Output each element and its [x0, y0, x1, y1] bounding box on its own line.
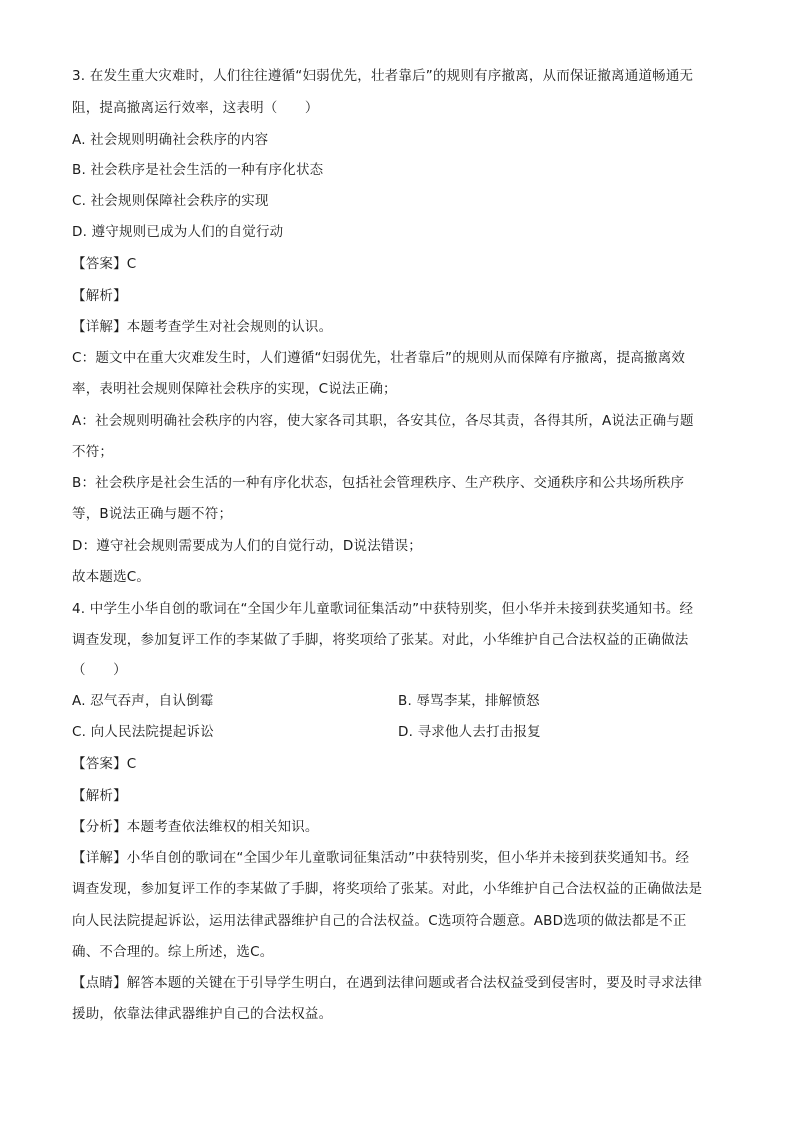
q4-detail-line-4: 确、不合理的。综上所述，选C。: [72, 944, 274, 960]
q3-conclusion: 故本题选C。: [72, 569, 151, 585]
q4-fenxi: 【分析】本题考查依法维权的相关知识。: [72, 819, 319, 835]
document-page: [72, 0, 728, 1123]
q4-dianjing-line-2: 援助，依靠法律武器维护自己的合法权益。: [72, 1006, 333, 1022]
q4-stem-line-1: 4. 中学生小华自创的歌词在“全国少年儿童歌词征集活动”中获特别奖，但小华并未接到获奖通知书。经: [72, 601, 694, 617]
q3-detail-line-8: D：遵守社会规则需要成为人们的自觉行动，D说法错误；: [72, 538, 422, 554]
q3-detail-line-7: 等，B说法正确与题不符；: [72, 506, 233, 522]
q3-option-b: B. 社会秩序是社会生活的一种有序化状态: [72, 162, 324, 178]
q3-option-d: D. 遵守规则已成为人们的自觉行动: [72, 224, 284, 240]
q3-analysis-heading: 【解析】: [72, 288, 127, 304]
q4-analysis-heading: 【解析】: [72, 788, 127, 804]
q3-stem-line-1: 3. 在发生重大灾难时，人们往往遵循“妇弱优先，壮者靠后”的规则有序撤离，从而保证撤离通道畅通无: [72, 68, 694, 84]
q4-option-c: C. 向人民法院提起诉讼: [72, 724, 214, 740]
q3-stem-line-2: 阻，提高撤离运行效率，这表明（ ）: [72, 100, 319, 116]
q3-option-c: C. 社会规则保障社会秩序的实现: [72, 193, 269, 209]
q4-dianjing-line-1: 【点睛】解答本题的关键在于引导学生明白，在遇到法律问题或者合法权益受到侵害时，要及时寻求法律: [72, 975, 703, 991]
q4-detail-line-2: 调查发现，参加复评工作的李某做了手脚，将奖项给了张某。对此，小华维护自己合法权益的正确做法是: [72, 881, 703, 897]
q4-stem-line-3: （ ）: [72, 662, 127, 678]
q3-detail-line-3: 率，表明社会规则保障社会秩序的实现，C说法正确；: [72, 381, 397, 397]
q4-stem-line-2: 调查发现，参加复评工作的李某做了手脚，将奖项给了张某。对此，小华维护自己合法权益的正确做法: [72, 632, 689, 648]
q3-detail-line-1: 【详解】本题考查学生对社会规则的认识。: [72, 319, 333, 335]
q4-option-d: D. 寻求他人去打击报复: [398, 724, 541, 740]
q3-detail-line-4: A：社会规则明确社会秩序的内容，使大家各司其职，各安其位，各尽其责，各得其所，A说法正确与题: [72, 413, 694, 429]
q4-answer: 【答案】C: [72, 756, 137, 772]
q3-detail-line-6: B：社会秩序是社会生活的一种有序化状态，包括社会管理秩序、生产秩序、交通秩序和公共场所秩序: [72, 475, 685, 491]
q4-detail-line-3: 向人民法院提起诉讼，运用法律武器维护自己的合法权益。C选项符合题意。ABD选项的做法都是不正: [72, 913, 687, 929]
q3-option-a: A. 社会规则明确社会秩序的内容: [72, 132, 269, 148]
q3-detail-line-2: C：题文中在重大灾难发生时，人们遵循“妇弱优先，壮者靠后”的规则从而保障有序撤离，提高撤离效: [72, 350, 686, 366]
q4-option-b: B. 辱骂李某，排解愤怒: [398, 693, 540, 709]
q3-answer: 【答案】C: [72, 256, 137, 272]
q3-detail-line-5: 不符；: [72, 444, 114, 460]
q4-option-a: A. 忍气吞声，自认倒霉: [72, 693, 214, 709]
q4-detail-line-1: 【详解】小华自创的歌词在“全国少年儿童歌词征集活动”中获特别奖，但小华并未接到获奖通知书。经: [72, 850, 690, 866]
